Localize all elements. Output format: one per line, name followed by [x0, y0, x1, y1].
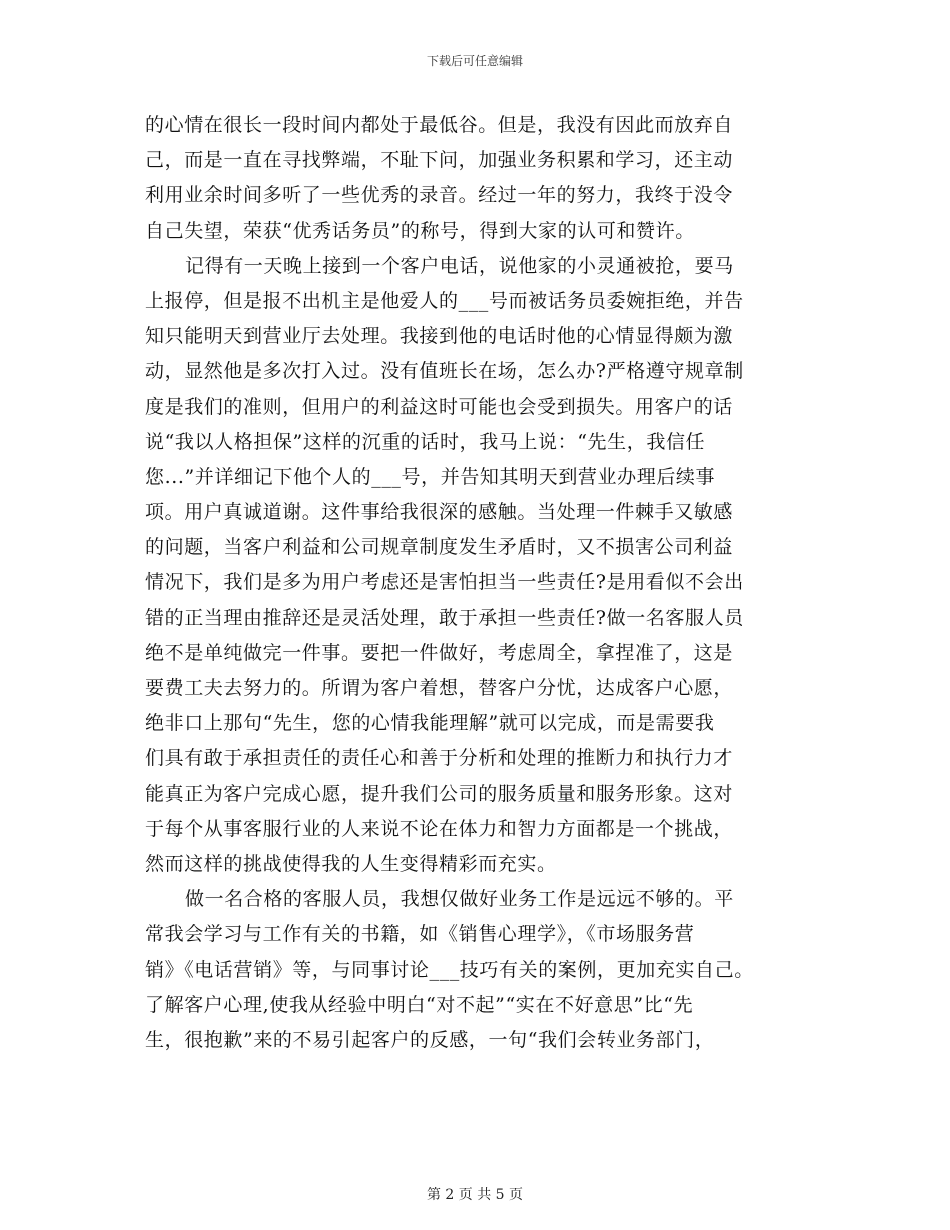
- text-line: 销》《电话营销》等，与同事讨论___技巧有关的案例，更加充实自己。: [145, 958, 754, 981]
- text-line: 了解客户心理,使我从经验中明白“对不起”“实在不好意思”比“先: [145, 993, 694, 1016]
- text-line: 的心情在很长一段时间内都处于最低谷。但是，我没有因此而放弃自: [145, 114, 734, 136]
- page-header: 下载后可任意编辑: [426, 54, 523, 68]
- text-line: 自己失望，荣获“优秀话务员”的称号，得到大家的认可和赞许。: [145, 219, 695, 242]
- text-line: 项。用户真诚道谢。这件事给我很深的感触。当处理一件棘手又敏感: [145, 501, 734, 524]
- text-line: 情况下，我们是多为用户考虑还是害怕担当一些责任?是用看似不会出: [145, 571, 744, 594]
- text-line: 绝非口上那句“先生，您的心情我能理解”就可以完成，而是需要我: [145, 712, 715, 735]
- text-line: 度是我们的准则，但用户的利益这时可能也会受到损失。用客户的话: [145, 395, 734, 418]
- text-line: 知只能明天到营业厅去处理。我接到他的电话时他的心情显得颇为激: [145, 325, 734, 348]
- text-line: 绝不是单纯做完一件事。要把一件做好，考虑周全，拿捏准了，这是: [145, 641, 734, 664]
- text-line: 生，很抱歉”来的不易引起客户的反感，一句“我们会转业务部门，: [145, 1028, 715, 1051]
- text-line: 能真正为客户完成心愿，提升我们公司的服务质量和服务形象。这对: [145, 782, 734, 805]
- text-line: 然而这样的挑战使得我的人生变得精彩而充实。: [145, 852, 557, 875]
- document-body: [145, 108, 805, 1058]
- text-line: 利用业余时间多听了一些优秀的录音。经过一年的努力，我终于没令: [145, 184, 734, 207]
- text-line: 己，而是一直在寻找弊端，不耻下问，加强业务积累和学习，还主动: [145, 149, 734, 172]
- text-line: 的问题，当客户利益和公司规章制度发生矛盾时，又不损害公司利益: [145, 536, 734, 559]
- text-line: 常我会学习与工作有关的书籍，如《销售心理学》，《市场服务营: [145, 923, 695, 946]
- paragraph-start-line: 做一名合格的客服人员，我想仅做好业务工作是远远不够的。平: [185, 888, 734, 911]
- text-line: 您...”并详细记下他个人的___号，并告知其明天到营业办理后续事: [145, 465, 716, 488]
- text-line: 们具有敢于承担责任的责任心和善于分析和处理的推断力和执行力才: [145, 747, 734, 770]
- text-line: 错的正当理由推辞还是灵活处理，敢于承担一些责任?做一名客服人员: [145, 606, 744, 629]
- text-line: 说“我以人格担保”这样的沉重的话时，我马上说：“先生，我信任: [145, 430, 706, 453]
- page-number-footer: 第 2 页 共 5 页: [426, 1187, 524, 1203]
- text-line: 动，显然他是多次打入过。没有值班长在场，怎么办?严格遵守规章制: [145, 360, 744, 383]
- text-line: 于每个从事客服行业的人来说不论在体力和智力方面都是一个挑战，: [145, 817, 734, 840]
- text-line: 要费工夫去努力的。所谓为客户着想，替客户分忧，达成客户心愿，: [145, 677, 734, 699]
- paragraph-start-line: 记得有一天晚上接到一个客户电话，说他家的小灵通被抢，要马: [185, 254, 734, 277]
- text-line: 上报停，但是报不出机主是他爱人的___号而被话务员委婉拒绝，并告: [145, 289, 744, 312]
